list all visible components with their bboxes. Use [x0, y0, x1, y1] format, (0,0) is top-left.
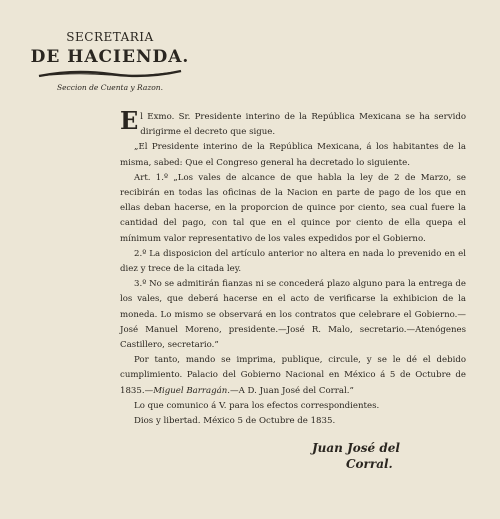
letterhead-subtitle: Seccion de Cuenta y Razon. — [56, 83, 164, 92]
decree-body — [120, 106, 466, 429]
signature — [312, 440, 462, 472]
drop-cap: E — [120, 106, 139, 135]
paragraph-article-3: 3.º No se admitirán fianzas ni se concederá plazo alguno para la entrega de los vales, que deberá hacerse en el acto de verificarse la exhibicion de la moneda. Lo mismo se observará en los contratos que celebrare el Gobierno.—José Manuel Moreno, presidente.—José R. Malo, secretario.—Atenógenes Castillero, secretario.” — [120, 279, 466, 351]
paragraph-intro — [120, 106, 466, 140]
paragraph-decree-preamble: „El Presidente interino de la República Mexicana, á los habitantes de la misma, sabed: Que el Congreso general ha decretado lo siguiente. — [120, 142, 466, 168]
paragraph-article-2: 2.º La disposicion del artículo anterior no altera en nada lo prevenido en el diez y trece de la citada ley. — [120, 248, 466, 275]
promulgation-end: .—A D. Juan José del Corral.” — [227, 385, 354, 396]
paragraph-closing: Dios y libertad. México 5 de Octubre de 1835. — [134, 416, 336, 427]
paragraph-article-1: Art. 1.º „Los vales de alcance de que habla la ley de 2 de Marzo, se recibirán en todas las oficinas de la Nacion en parte de pago de los que en ellas deban hacerse, en la proporcion de quince por ciento, sea cual fuere la cantidad del pago, con tal que en el quince por ciento de ella quepa el mínimum valor representativo de los vales expedidos por el Gobierno. — [120, 172, 466, 244]
intro-text: l Exmo. Sr. Presidente interino de la República Mexicana se ha servido dirigirme el decreto que sigue. — [140, 112, 466, 138]
letterhead — [30, 30, 190, 92]
paragraph-communication: Lo que comunico á V. para los efectos correspondientes. — [134, 400, 380, 411]
paragraph-promulgation — [120, 353, 466, 399]
ornament-swash — [35, 68, 185, 80]
signature-line-2: Corral. — [346, 457, 393, 471]
letterhead-department: DE HACIENDA. — [30, 47, 190, 67]
letterhead-secretaria: SECRETARIA — [66, 30, 154, 44]
president-name: Miguel Barragán — [153, 385, 228, 396]
signature-line-1: Juan José del — [312, 441, 400, 455]
promulgation-text: Por tanto, mando se imprima, publique, circule, y se le dé el debido cumplimiento. Palacio del Gobierno Nacional en México á 5 de Octubre de 1835.— — [120, 355, 466, 396]
